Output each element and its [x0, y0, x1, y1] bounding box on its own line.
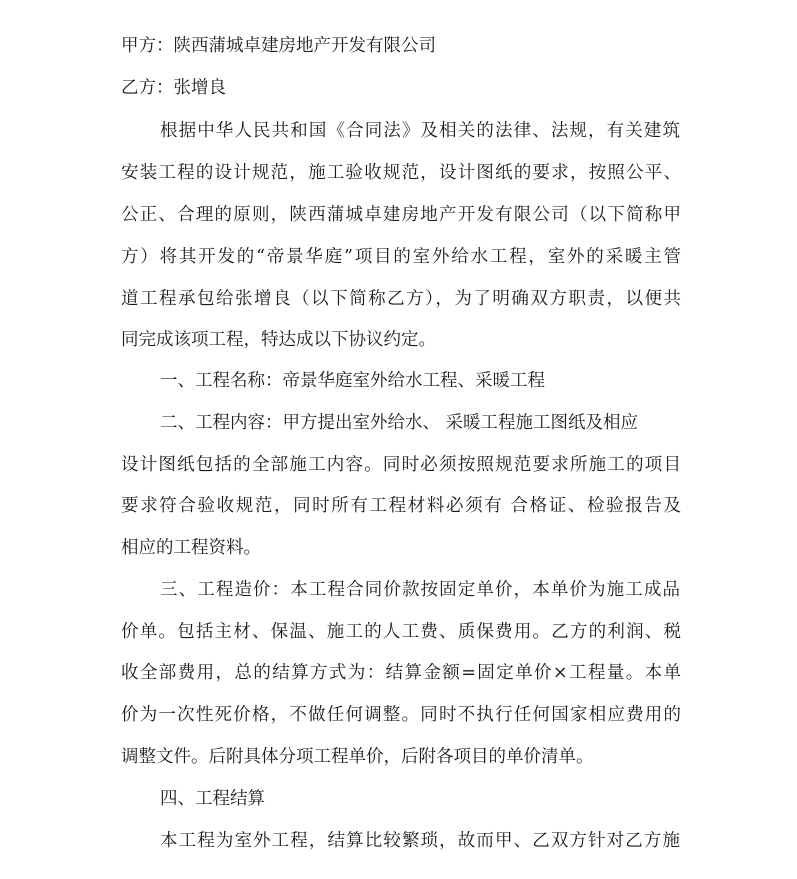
section-3-line-3: 收全部费用，总的结算方式为：结算金额=固定单价×工程量。本单 [121, 663, 681, 683]
section-3-line-2: 价单。包括主材、保温、施工的人工费、质保费用。乙方的利润、税 [121, 622, 681, 642]
section-3-line-1: 三、工程造价：本工程合同价款按固定单价，本单价为施工成品 [160, 580, 680, 600]
preamble-line-6: 同完成该项工程，特达成以下协议约定。 [121, 330, 436, 350]
party-b: 乙方：张增良 [121, 78, 226, 98]
preamble-line-1: 根据中华人民共和国《合同法》及相关的法律、法规，有关建筑 [160, 121, 680, 141]
section-3-line-5: 调整文件。后附具体分项工程单价，后附各项目的单价清单。 [121, 747, 594, 767]
section-2-line-1: 二、工程内容：甲方提出室外给水、 采暖工程施工图纸及相应 [160, 413, 639, 433]
party-a: 甲方：陕西蒲城卓建房地产开发有限公司 [121, 36, 436, 56]
section-1-heading: 一、工程名称：帝景华庭室外给水工程、采暖工程 [160, 371, 545, 391]
preamble-line-5: 道工程承包给张增良（以下简称乙方），为了明确双方职责，以便共 [121, 289, 681, 309]
section-2-line-3: 要求符合验收规范，同时所有工程材料必须有 合格证、检验报告及 [121, 496, 681, 516]
preamble-line-3: 公正、合理的原则，陕西蒲城卓建房地产开发有限公司（以下简称甲 [121, 205, 681, 225]
section-2-line-2: 设计图纸包括的全部施工内容。同时必须按照规范要求所施工的项目 [121, 455, 681, 475]
preamble-line-2: 安装工程的设计规范，施工验收规范，设计图纸的要求，按照公平、 [121, 163, 681, 183]
section-2-line-4: 相应的工程资料。 [121, 538, 261, 558]
section-3-line-4: 价为一次性死价格，不做任何调整。同时不执行任何国家相应费用的 [121, 705, 681, 725]
preamble-line-4: 方）将其开发的“帝景华庭”项目的室外给水工程，室外的采暖主管 [121, 247, 681, 267]
section-4-line-1: 本工程为室外工程，结算比较繁琐，故而甲、乙双方针对乙方施 [160, 831, 680, 851]
section-4-heading: 四、工程结算 [160, 789, 265, 809]
